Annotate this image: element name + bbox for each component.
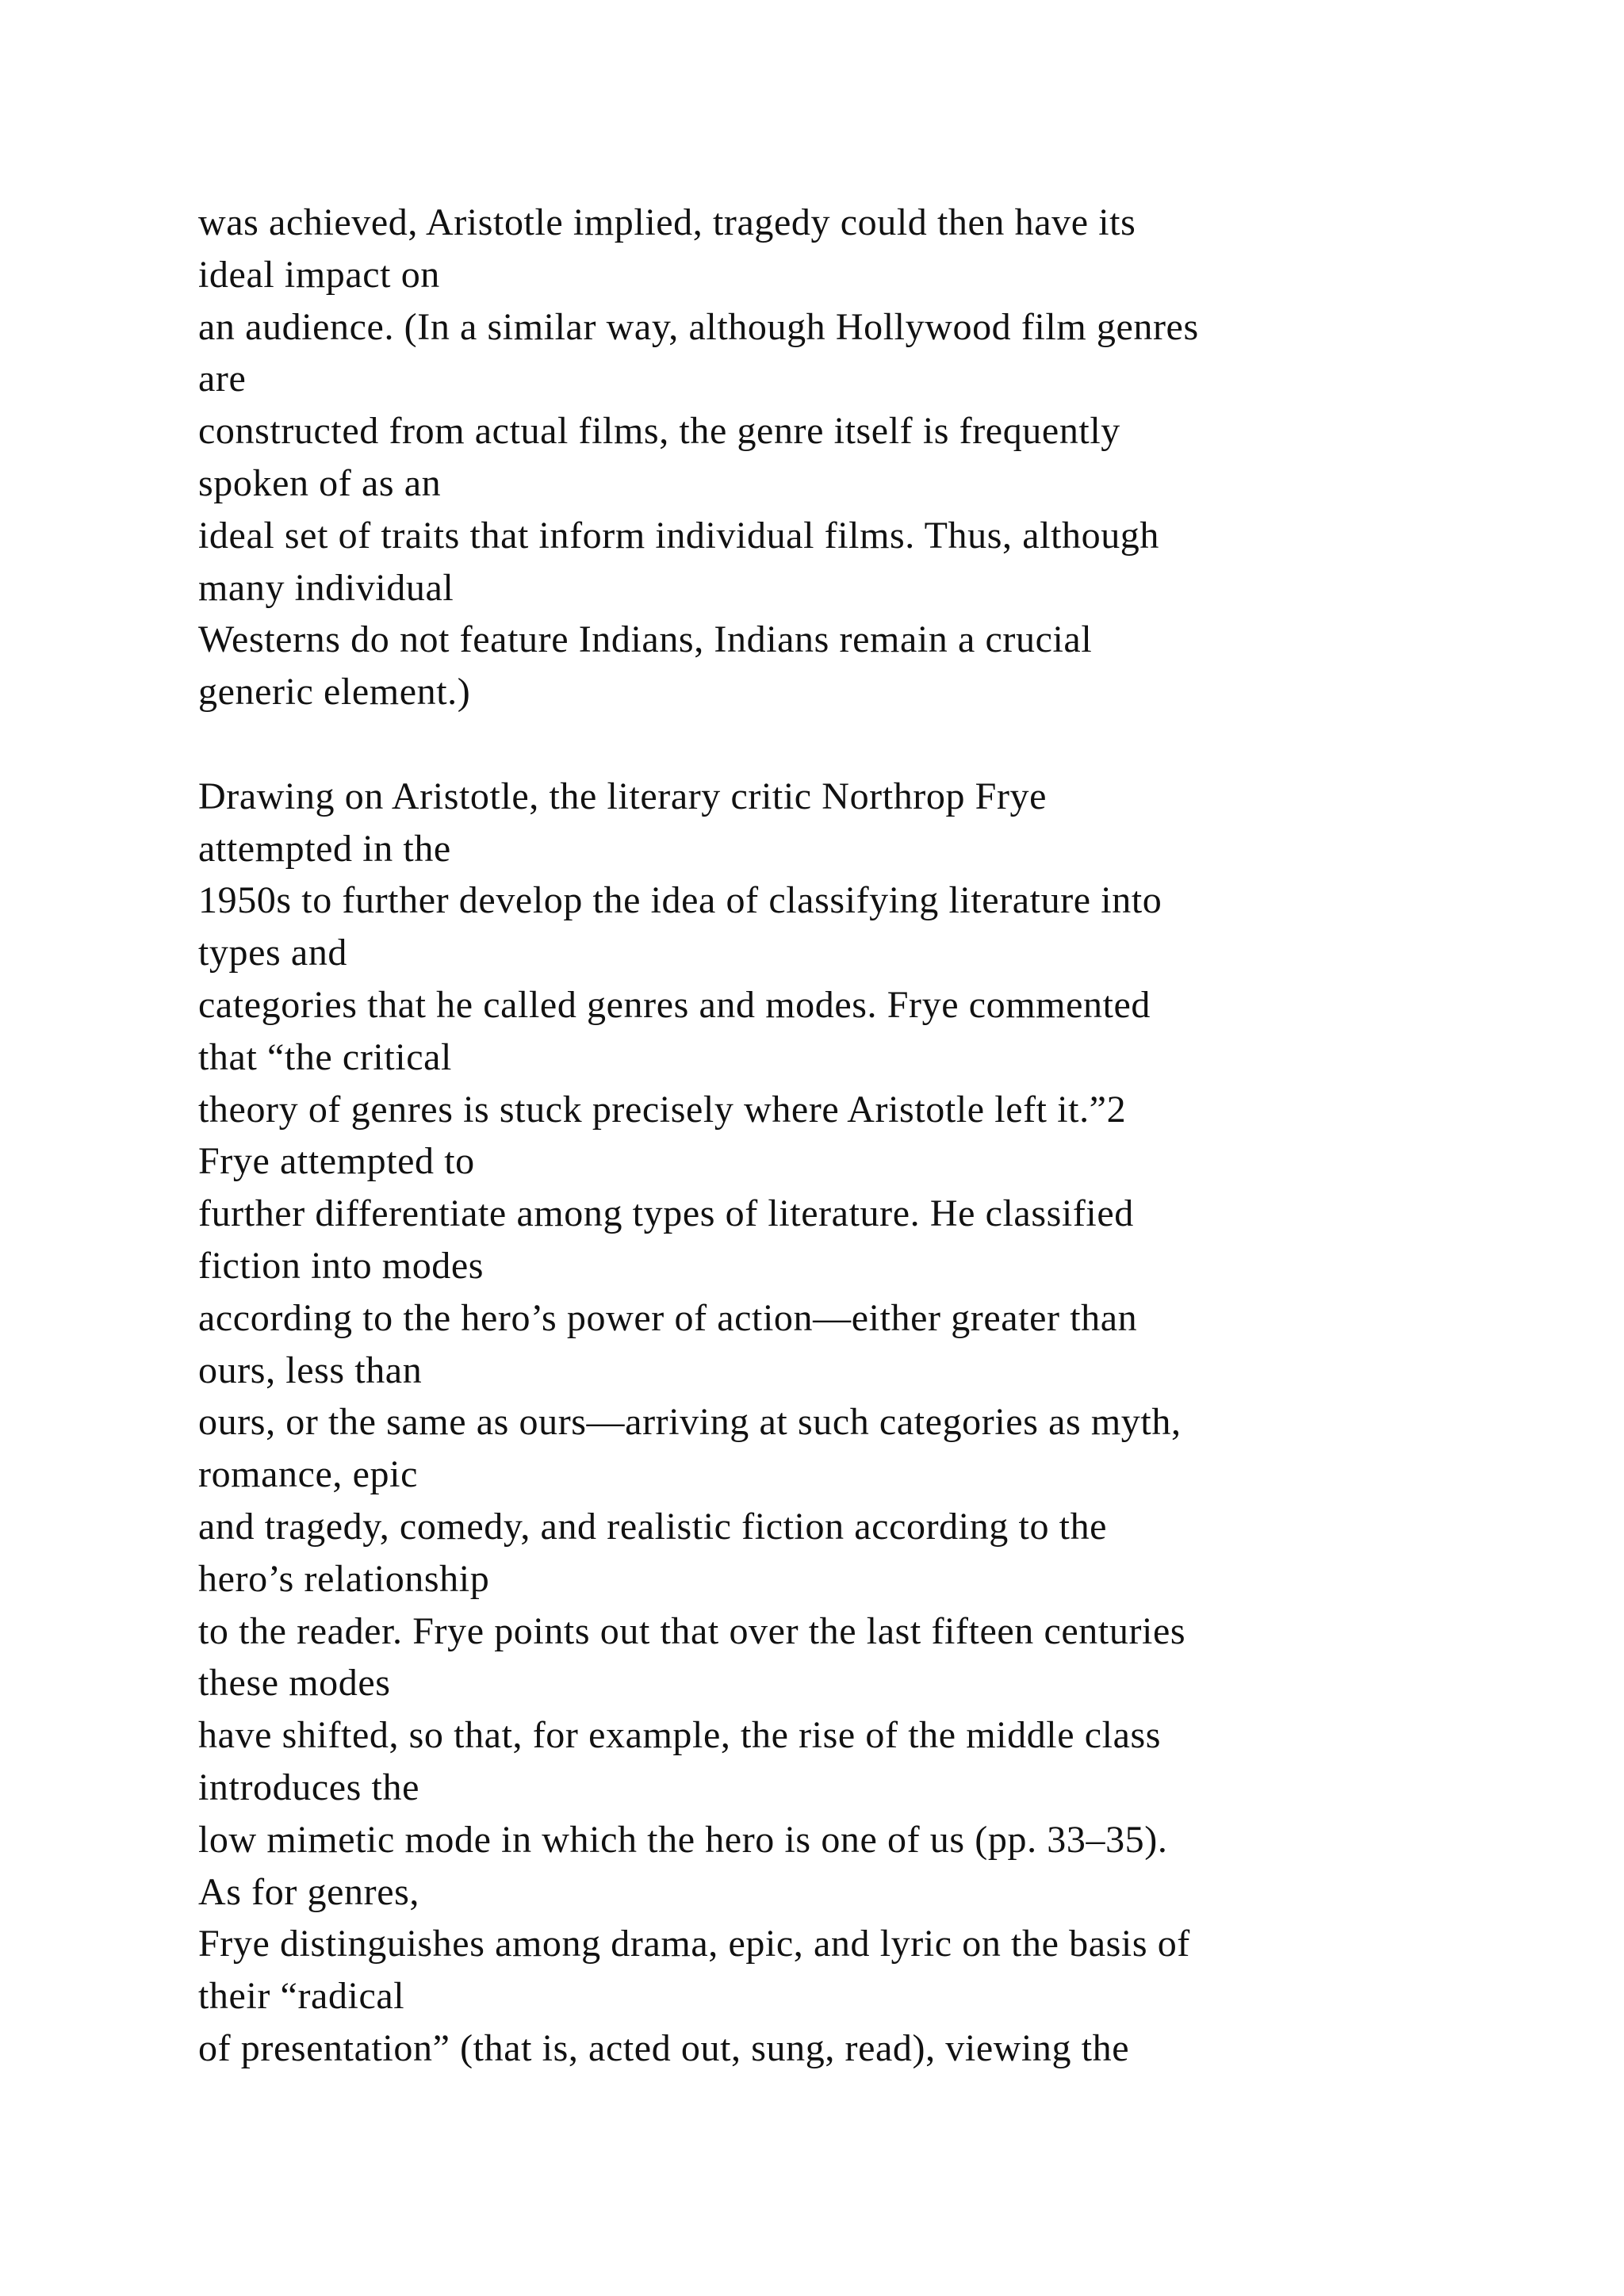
text-line: constructed from actual films, the genre itself is frequently (198, 410, 1120, 453)
paragraph-1 (198, 197, 1435, 718)
text-line: low mimetic mode in which the hero is one of us (pp. 33–35). (198, 1818, 1168, 1861)
text-line: ours, or the same as ours—arriving at such categories as myth, (198, 1401, 1182, 1444)
text-line: ideal set of traits that inform individual films. Thus, although (198, 514, 1160, 557)
text-line: have shifted, so that, for example, the rise of the middle class (198, 1714, 1162, 1757)
text-line: Frye distinguishes among drama, epic, and lyric on the basis of (198, 1923, 1190, 1965)
text-line: was achieved, Aristotle implied, tragedy could then have its (198, 201, 1136, 243)
paragraph-2 (198, 771, 1435, 2075)
text-line: fiction into modes (198, 1244, 485, 1287)
text-line: As for genres, (198, 1870, 419, 1913)
text-line: these modes (198, 1662, 391, 1705)
text-line: are (198, 358, 247, 400)
text-line: ideal impact on (198, 253, 440, 296)
body-text (198, 197, 1435, 2075)
text-line: hero’s relationship (198, 1557, 490, 1600)
text-line: an audience. (In a similar way, although Hollywood film genres (198, 305, 1199, 348)
text-line: Frye attempted to (198, 1140, 475, 1183)
text-line: types and (198, 932, 348, 974)
text-line: theory of genres is stuck precisely where Aristotle left it.”2 (198, 1088, 1127, 1131)
text-line: ours, less than (198, 1349, 423, 1391)
text-line: further differentiate among types of literature. He classified (198, 1192, 1134, 1235)
paragraph-gap (198, 718, 1435, 771)
text-line: romance, epic (198, 1453, 418, 1496)
text-line: that “the critical (198, 1035, 452, 1078)
text-line: Westerns do not feature Indians, Indians remain a crucial (198, 618, 1093, 661)
text-line: of presentation” (that is, acted out, sung, read), viewing the (198, 2026, 1130, 2069)
text-line: spoken of as an (198, 461, 442, 504)
text-line: categories that he called genres and modes. Frye commented (198, 983, 1151, 1026)
text-line: to the reader. Frye points out that over the last fifteen centuries (198, 1609, 1186, 1652)
text-line: and tragedy, comedy, and realistic fiction according to the (198, 1505, 1108, 1548)
text-line: their “radical (198, 1975, 405, 2018)
text-line: 1950s to further develop the idea of classifying literature into (198, 879, 1162, 922)
text-line: introduces the (198, 1766, 419, 1808)
text-line: many individual (198, 566, 454, 609)
text-line: according to the hero’s power of action—either greater than (198, 1296, 1138, 1339)
text-line: generic element.) (198, 671, 471, 714)
text-line: Drawing on Aristotle, the literary critic Northrop Frye (198, 775, 1048, 817)
text-line: attempted in the (198, 827, 451, 870)
